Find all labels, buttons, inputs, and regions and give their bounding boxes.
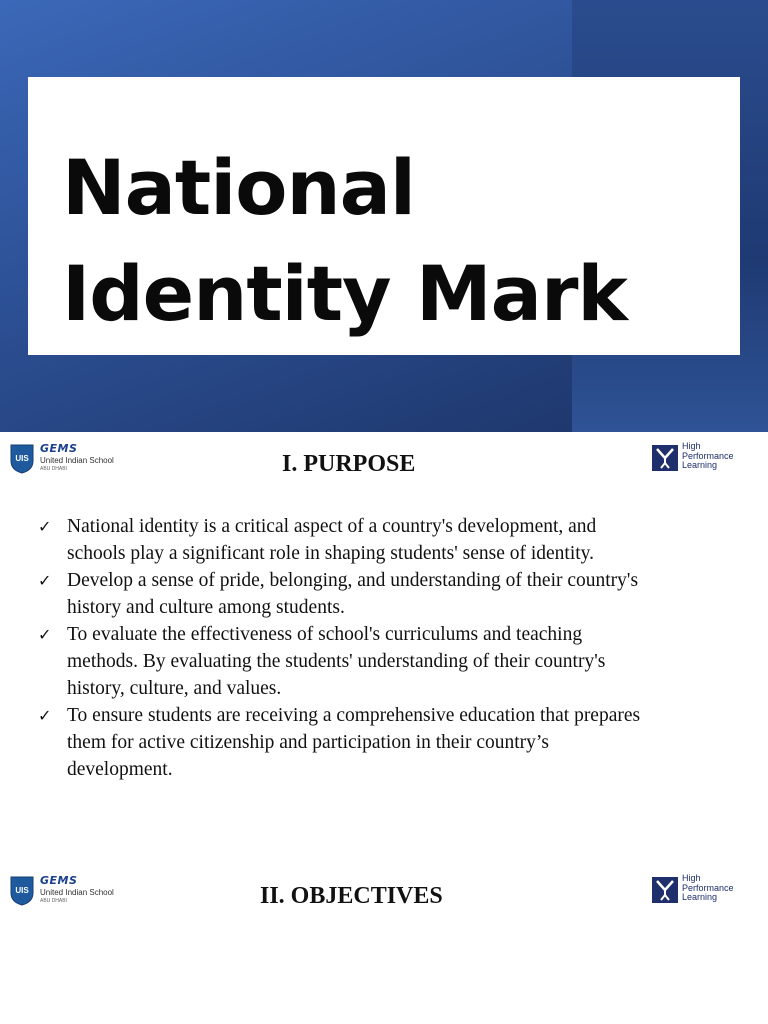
uis-monogram: UIS	[15, 886, 29, 895]
uis-logo-bottom	[10, 874, 114, 910]
purpose-bullet-list	[38, 513, 738, 783]
hpl-line3: Learning	[682, 892, 718, 902]
hpl-wordmark	[682, 442, 734, 471]
uis-location: ABU DHABI	[40, 898, 67, 904]
bullet-line: them for active citizenship and participation in their country’s	[67, 732, 549, 753]
hpl-figure-icon	[652, 445, 678, 471]
checkmark-icon: ✓	[38, 625, 52, 644]
hpl-line1: High	[682, 441, 701, 451]
bullet-line: schools play a significant role in shaping students' sense of identity.	[67, 543, 595, 564]
uis-shield-icon	[10, 876, 34, 906]
bullet-line: development.	[67, 759, 173, 780]
uis-school-name: United Indian School	[40, 456, 114, 465]
bullet-line: National identity is a critical aspect of a country's development, and	[67, 516, 597, 537]
purpose-bullet-4	[38, 702, 738, 783]
cover-title-line1: National	[62, 143, 415, 232]
bullet-line: Develop a sense of pride, belonging, and understanding of their country's	[67, 570, 639, 591]
purpose-bullet-3	[38, 621, 738, 702]
hpl-line3: Learning	[682, 460, 718, 470]
hpl-logo-bottom	[652, 874, 748, 908]
uis-brand: GEMS	[40, 874, 78, 887]
checkmark-icon: ✓	[38, 571, 52, 590]
objectives-heading: II. OBJECTIVES	[260, 883, 443, 909]
checkmark-icon: ✓	[38, 706, 52, 725]
purpose-bullet-1	[38, 513, 738, 567]
hpl-line1: High	[682, 873, 701, 883]
hpl-wordmark	[682, 874, 734, 903]
hpl-line2: Performance	[682, 882, 734, 893]
bullet-line: history and culture among students.	[67, 597, 345, 618]
cover-title-line2: Identity Mark	[62, 249, 627, 338]
cover-title	[62, 135, 627, 347]
uis-school-name: United Indian School	[40, 888, 114, 897]
bullet-line: To ensure students are receiving a comprehensive education that prepares	[67, 705, 641, 726]
hpl-line2: Performance	[682, 450, 734, 461]
purpose-bullet-2	[38, 567, 738, 621]
hpl-logo-top	[652, 442, 748, 476]
title-box	[28, 77, 740, 355]
purpose-heading: I. PURPOSE	[282, 451, 416, 477]
cover-slide	[0, 0, 768, 432]
uis-location: ABU DHABI	[40, 466, 67, 472]
bullet-line: history, culture, and values.	[67, 678, 282, 699]
uis-brand: GEMS	[40, 442, 78, 455]
uis-monogram: UIS	[15, 454, 29, 463]
uis-logo-top	[10, 442, 114, 478]
hpl-figure-icon	[652, 877, 678, 903]
uis-shield-icon	[10, 444, 34, 474]
bullet-line: To evaluate the effectiveness of school's curriculums and teaching	[67, 624, 583, 645]
bullet-line: methods. By evaluating the students' understanding of their country's	[67, 651, 606, 672]
checkmark-icon: ✓	[38, 517, 52, 536]
